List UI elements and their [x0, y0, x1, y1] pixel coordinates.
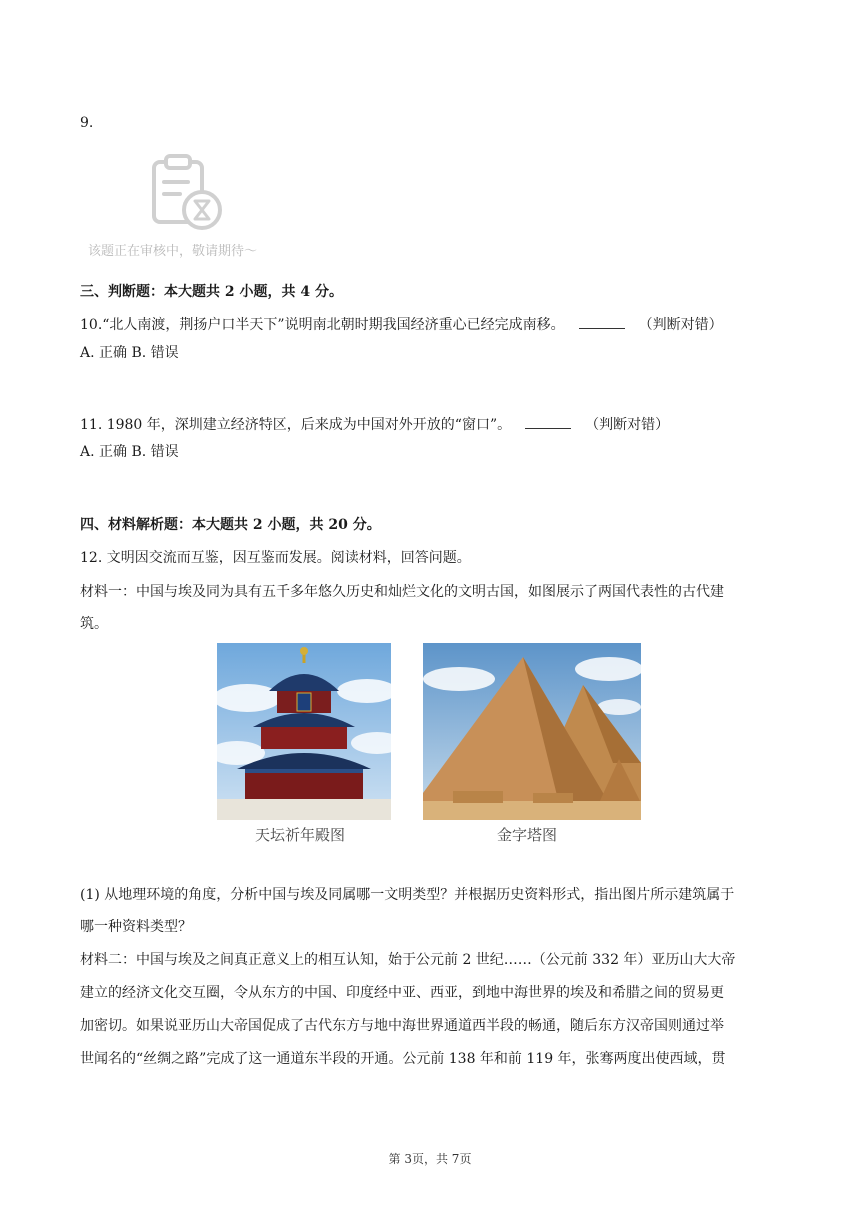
question-12-intro: 12. 文明因交流而互鉴，因互鉴而发展。阅读材料，回答问题。 [80, 550, 471, 566]
question-9-number: 9. [80, 115, 94, 131]
material-2-line: 建立的经济文化交互圈，令从东方的中国、印度经中亚、西亚，到地中海世界的埃及和希腊之间的贸易更 [80, 985, 724, 1001]
clipboard-hourglass-icon [150, 152, 222, 232]
review-placeholder-text: 该题正在审核中，敬请期待～ [88, 244, 258, 259]
material-2-line: 材料二：中国与埃及之间真正意义上的相互认知，始于公元前 2 世纪……（公元前 332 年）亚历山大大帝 [80, 952, 736, 968]
sub-question-1-line: 哪一种资料类型？ [80, 919, 192, 935]
question-11-options: A. 正确 B. 错误 [80, 444, 179, 460]
question-11-hint: （判断对错） [585, 417, 670, 433]
question-10-options: A. 正确 B. 错误 [80, 345, 179, 361]
answer-blank[interactable] [525, 414, 571, 429]
material-1-line: 材料一：中国与埃及同为具有五千多年悠久历史和灿烂文化的文明古国，如图展示了两国代表性的古代建 [80, 584, 724, 600]
question-11 [80, 414, 669, 435]
image-caption-temple: 天坛祈年殿图 [255, 826, 346, 844]
sub-question-1-line: (1) 从地理环境的角度，分析中国与埃及同属哪一文明类型？并根据历史资料形式，指出图片所示建筑属于 [80, 887, 735, 903]
material-1-line: 筑。 [80, 616, 108, 632]
image-caption-pyramid: 金字塔图 [497, 826, 558, 844]
material-2-line: 加密切。如果说亚历山大帝国促成了古代东方与地中海世界通道西半段的畅通，随后东方汉帝国则通过举 [80, 1018, 724, 1034]
question-10-hint: （判断对错） [638, 317, 723, 333]
pyramids-photo [423, 643, 641, 820]
section-4-heading: 四、材料解析题：本大题共 2 小题，共 20 分。 [80, 517, 381, 533]
page-footer: 第 3页，共 7页 [388, 1152, 472, 1166]
question-10-stem: 10.“北人南渡，荆扬户口半天下”说明南北朝时期我国经济重心已经完成南移。 [80, 317, 565, 333]
question-10 [80, 314, 723, 335]
question-11-stem: 11. 1980 年，深圳建立经济特区，后来成为中国对外开放的“窗口”。 [80, 417, 512, 433]
temple-of-heaven-photo [217, 643, 391, 820]
section-3-heading: 三、判断题：本大题共 2 小题，共 4 分。 [80, 284, 343, 300]
material-2-line: 世闻名的“丝绸之路”完成了这一通道东半段的开通。公元前 138 年和前 119 年，张骞两度出使西域，贯 [80, 1051, 726, 1067]
answer-blank[interactable] [579, 314, 625, 329]
